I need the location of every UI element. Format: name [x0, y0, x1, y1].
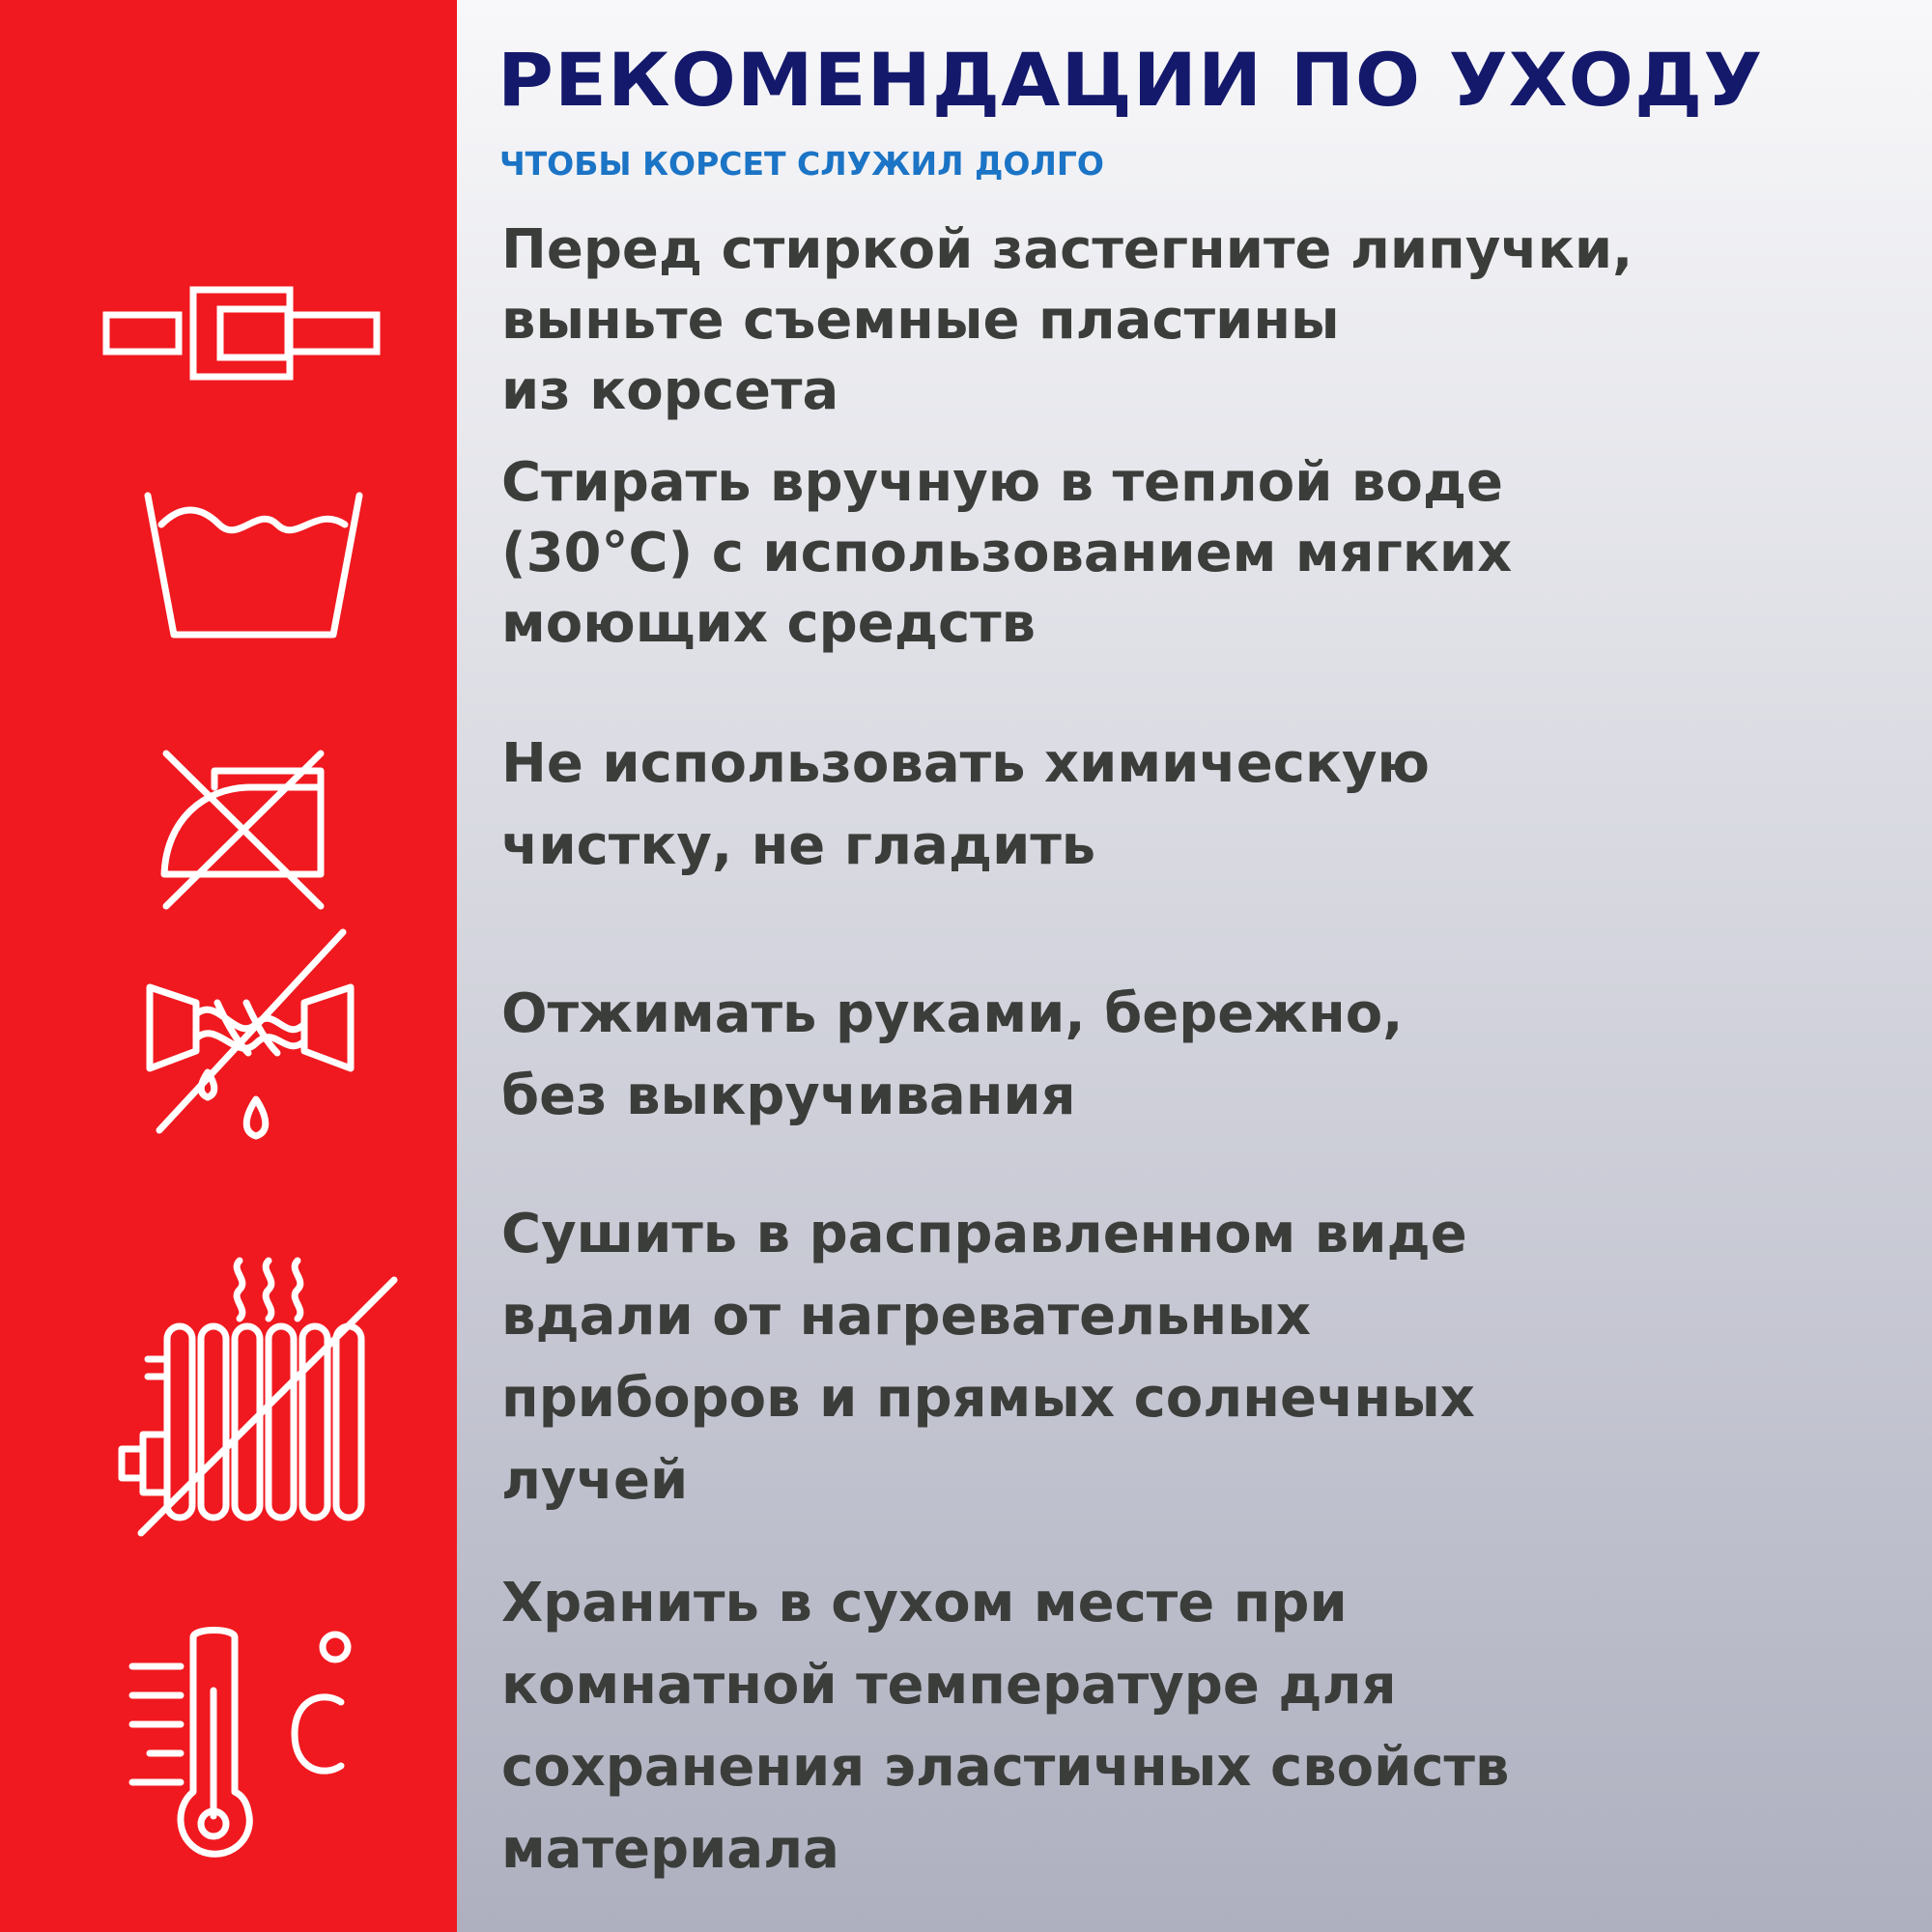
care-item-line: (30°С) с использованием мягких [501, 522, 1513, 584]
care-item-line: комнатной температуре для [501, 1654, 1397, 1717]
care-item-line: вдали от нагревательных [501, 1285, 1311, 1348]
care-item-no-iron [501, 723, 1912, 887]
care-item-line: Сушить в расправленном виде [501, 1203, 1467, 1265]
care-item-hand-wash [501, 447, 1912, 659]
care-item-line: Стирать вручную в теплой воде [501, 451, 1504, 514]
care-item-line: материала [501, 1818, 839, 1881]
care-item-line: лучей [501, 1449, 689, 1512]
care-item-storage [501, 1562, 1912, 1890]
care-item-fasten [501, 214, 1912, 426]
no-radiator-drying-icon [114, 1251, 404, 1541]
care-item-line: из корсета [501, 359, 839, 422]
care-item-line: приборов и прямых солнечных [501, 1367, 1475, 1430]
icon-sidebar [0, 0, 457, 1932]
no-wring-icon [140, 927, 362, 1169]
room-temperature-icon [121, 1623, 362, 1864]
care-item-line: сохранения эластичных свойств [501, 1736, 1510, 1799]
care-item-line: Хранить в сухом месте при [501, 1572, 1348, 1634]
belt-buckle-icon [97, 280, 386, 386]
care-item-line: Не использовать химическую [501, 732, 1430, 795]
care-item-line: Перед стиркой застегните липучки, [501, 218, 1634, 281]
care-item-line: моющих средств [501, 592, 1037, 655]
care-item-line: без выкручивания [501, 1065, 1076, 1127]
care-item-line: чистку, не гладить [501, 814, 1096, 877]
no-iron-icon [155, 744, 328, 913]
care-item-line: Отжимать руками, бережно, [501, 982, 1404, 1045]
page-title: РЕКОМЕНДАЦИИ ПО УХОДУ [497, 37, 1764, 123]
care-item-drying [501, 1193, 1912, 1521]
care-item-line: выньте съемные пластины [501, 289, 1340, 352]
care-item-no-wring [501, 973, 1912, 1137]
page-subtitle: ЧТОБЫ КОРСЕТ СЛУЖИЛ ДОЛГО [499, 145, 1104, 183]
hand-wash-icon [140, 488, 367, 642]
